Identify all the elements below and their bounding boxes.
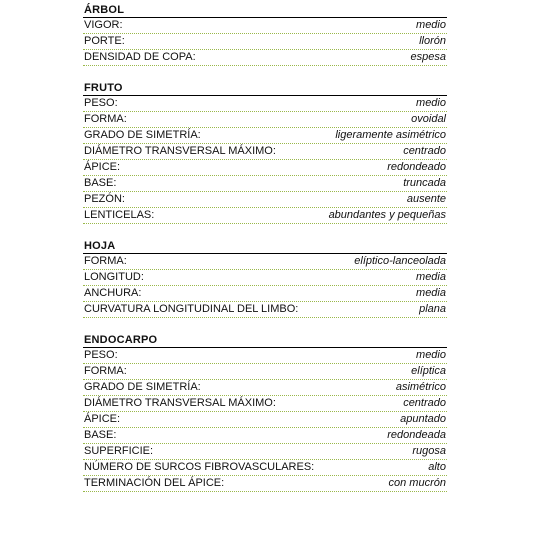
row-value: media (416, 287, 446, 299)
table-row (83, 286, 447, 302)
row-label: LONGITUD: (84, 271, 144, 283)
row-label: FORMA: (84, 113, 127, 125)
table-row (83, 144, 447, 160)
table-row (83, 428, 447, 444)
table-row (83, 348, 447, 364)
row-value: asimétrico (395, 381, 446, 393)
row-label: LENTICELAS: (84, 209, 155, 221)
table-row (83, 208, 447, 224)
table-row (83, 476, 447, 492)
section-title: HOJA (83, 239, 447, 254)
row-label: ANCHURA: (84, 287, 142, 299)
row-label: VIGOR: (84, 19, 123, 31)
row-label: FORMA: (84, 365, 127, 377)
row-label: TERMINACIÓN DEL ÁPICE: (84, 477, 225, 489)
table-row (83, 96, 447, 112)
section-title: ENDOCARPO (83, 333, 447, 348)
row-value: con mucrón (388, 477, 446, 489)
row-value: abundantes y pequeñas (328, 209, 446, 221)
section-arbol (83, 3, 447, 66)
table-row (83, 18, 447, 34)
row-label: NÚMERO DE SURCOS FIBROVASCULARES: (84, 461, 315, 473)
table-row (83, 192, 447, 208)
table-row (83, 34, 447, 50)
table-row (83, 160, 447, 176)
table-row (83, 364, 447, 380)
table-row (83, 302, 447, 318)
row-value: media (416, 271, 446, 283)
section-hoja (83, 239, 447, 318)
section-title: ÁRBOL (83, 3, 447, 18)
row-value: medio (416, 97, 446, 109)
section-title: FRUTO (83, 81, 447, 96)
row-value: ligeramente asimétrico (335, 129, 446, 141)
section-fruto (83, 81, 447, 224)
section-endocarpo (83, 333, 447, 492)
row-value: ovoidal (411, 113, 446, 125)
row-label: PEZÓN: (84, 193, 125, 205)
table-row (83, 176, 447, 192)
table-row (83, 254, 447, 270)
row-label: BASE: (84, 429, 117, 441)
row-label: FORMA: (84, 255, 127, 267)
row-value: alto (428, 461, 446, 473)
row-label: PESO: (84, 349, 118, 361)
row-value: plana (419, 303, 446, 315)
row-label: BASE: (84, 177, 117, 189)
row-label: PESO: (84, 97, 118, 109)
row-value: centrado (403, 145, 446, 157)
table-row (83, 128, 447, 144)
row-label: ÁPICE: (84, 161, 121, 173)
table-row (83, 444, 447, 460)
row-value: ausente (406, 193, 446, 205)
row-value: elíptica (411, 365, 446, 377)
row-label: CURVATURA LONGITUDINAL DEL LIMBO: (84, 303, 299, 315)
row-value: truncada (403, 177, 446, 189)
table-row (83, 50, 447, 66)
table-row (83, 112, 447, 128)
row-label: GRADO DE SIMETRÍA: (84, 129, 201, 141)
row-label: GRADO DE SIMETRÍA: (84, 381, 201, 393)
row-value: medio (416, 349, 446, 361)
row-value: espesa (410, 51, 446, 63)
table-row (83, 412, 447, 428)
row-value: medio (416, 19, 446, 31)
row-label: DIÁMETRO TRANSVERSAL MÁXIMO: (84, 145, 276, 157)
table-row (83, 460, 447, 476)
table-row (83, 380, 447, 396)
row-value: rugosa (412, 445, 446, 457)
table-row (83, 270, 447, 286)
row-label: ÁPICE: (84, 413, 121, 425)
row-value: redondeada (387, 429, 446, 441)
row-value: llorón (419, 35, 446, 47)
row-value: centrado (403, 397, 446, 409)
row-label: DENSIDAD DE COPA: (84, 51, 196, 63)
row-label: SUPERFICIE: (84, 445, 154, 457)
row-label: PORTE: (84, 35, 125, 47)
row-value: redondeado (387, 161, 446, 173)
row-label: DIÁMETRO TRANSVERSAL MÁXIMO: (84, 397, 276, 409)
table-row (83, 396, 447, 412)
row-value: elíptico-lanceolada (354, 255, 446, 267)
row-value: apuntado (400, 413, 446, 425)
